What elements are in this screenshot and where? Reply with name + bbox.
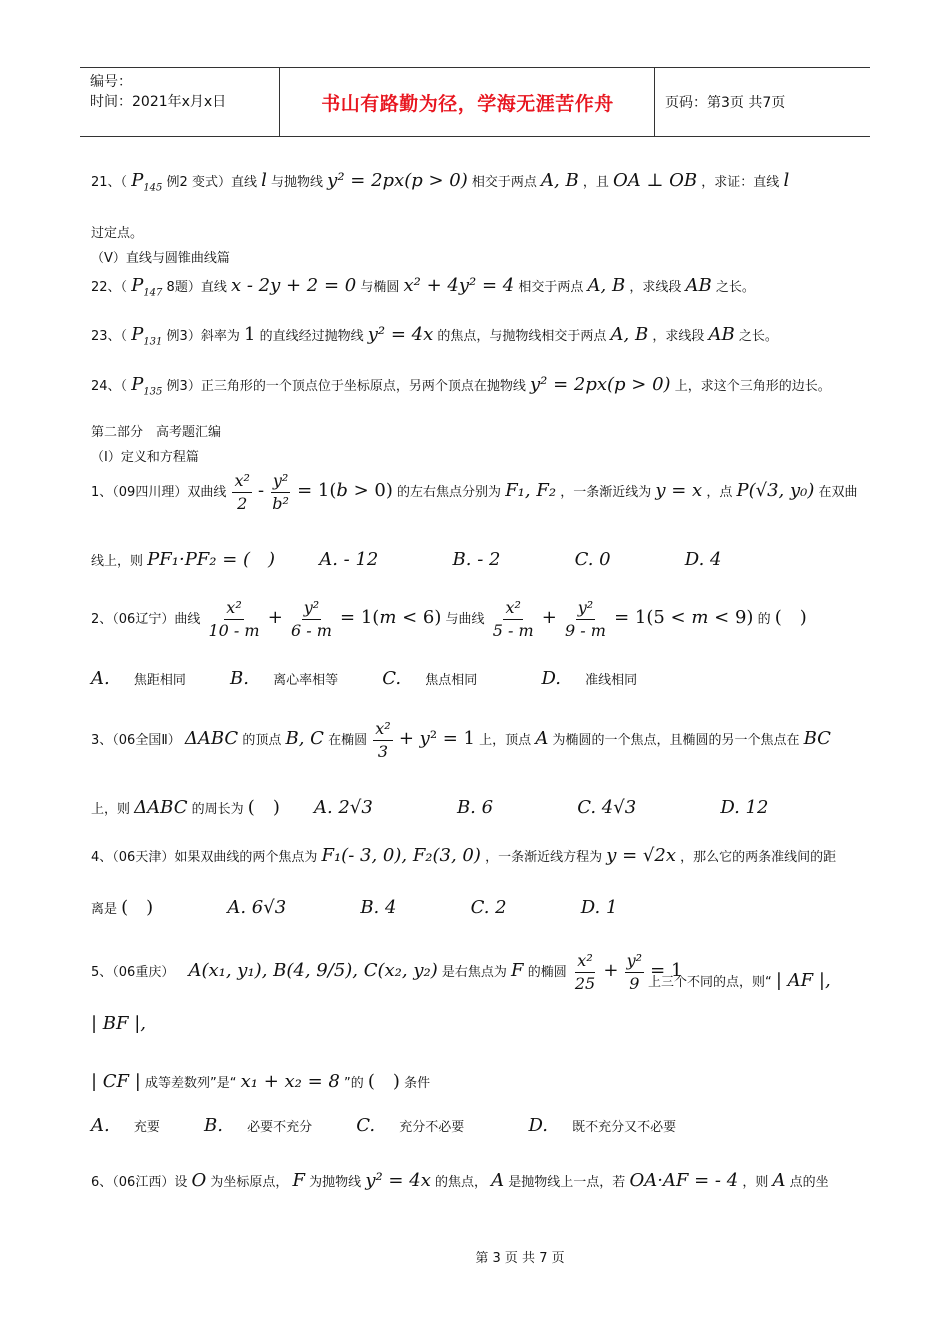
p3-triangle: ΔABC [184, 728, 239, 749]
problem-1-cont [91, 545, 880, 571]
p6-parabola: y² = 4x [365, 1170, 431, 1191]
p6-text2: 为抛物线 [309, 1175, 362, 1190]
p2-option-d-label: D. [541, 668, 561, 689]
p2-frac2: $\frac{\text{y²}}{6 - m}$ [290, 598, 332, 640]
p3-triangle2: ΔABC [134, 797, 188, 818]
p5-text5: ”的 [344, 1076, 364, 1091]
p5-option-b-label: B. [204, 1115, 223, 1136]
p6-point-a2: A [772, 1170, 786, 1191]
p2-frac4: $\frac{\text{y²}}{9 - m}$ [565, 598, 606, 640]
header-page [655, 68, 870, 136]
section-5-heading: （V）直线与圆锥曲线篇 [91, 251, 230, 266]
p4-prefix: 4、（06天津）如果双曲线的两个焦点为 [91, 850, 318, 865]
q21-line2: l [783, 170, 790, 191]
p4-text: ，一条渐近线方程为 [485, 850, 603, 865]
p3-text: 的顶点 [242, 733, 282, 748]
page-label: 页码：第3页 共7页 [665, 95, 786, 111]
p1-foci: F₁, F₂ [505, 480, 557, 501]
q22-text5: 之长。 [715, 280, 755, 295]
part-2-heading: 第二部分 高考题汇编 [91, 425, 222, 440]
p5-points: A(x₁, y₁), B(4, 9/5), C(x₂, y₂) [188, 960, 438, 981]
q21-perp: OA ⊥ OB [613, 170, 698, 191]
q21-continuation: 过定点。 [91, 226, 144, 241]
p5-sum: x₁ + x₂ = 8 [240, 1071, 340, 1092]
p5-option-c-label: C. [356, 1115, 376, 1136]
p3-text4: 为椭圆的一个焦点，且椭圆的另一个焦点在 [552, 733, 800, 748]
p5-bf: | BF |, [91, 1013, 147, 1034]
problem-4 [91, 845, 880, 866]
p1-text3: ，点 [706, 485, 733, 500]
question-23 [91, 324, 880, 348]
p3-prefix: 3、（06全国Ⅱ） [91, 733, 181, 748]
p3-text5: 上，则 [91, 802, 131, 817]
p2-prefix: 2、（06辽宁）曲线 [91, 612, 201, 627]
p6-prefix: 6、（06江西）设 [91, 1175, 188, 1190]
section-1-heading: （Ⅰ）定义和方程篇 [91, 450, 199, 465]
p1-option-b: B. - 2 [452, 549, 501, 570]
q21-prefix: 21、（ [91, 175, 128, 190]
p5-frac1: $\frac{\text{x²}}{25}$ [574, 951, 596, 993]
p4-option-a: A. 6√3 [227, 897, 287, 918]
p2-text2: 的 [757, 612, 771, 627]
p5-option-b-text: 必要不充分 [247, 1120, 313, 1135]
p6-text6: 点的坐 [789, 1175, 829, 1190]
p5-focus: F [511, 960, 524, 981]
p4-foci: F₁(- 3, 0), F₂(3, 0) [321, 845, 481, 866]
p5-option-a-label: A. [91, 1115, 110, 1136]
p3-frac: $\frac{\text{x²}}{3}$ [375, 719, 391, 761]
q22-text3: 相交于两点 [518, 280, 584, 295]
motto-text: 书山有路勤为径，学海无涯苦作舟 [321, 92, 614, 115]
p1-text2: ，一条渐近线为 [560, 485, 652, 500]
q21-text2: 与抛物线 [271, 175, 324, 190]
p5-option-c-text: 充分不必要 [399, 1120, 465, 1135]
q21-text: 例2 变式）直线 [166, 175, 257, 190]
q21-ref: $P_{145}$ [131, 170, 163, 194]
p5-af: | AF |, [775, 970, 831, 991]
p4-option-c: C. 2 [470, 897, 507, 918]
p5-text: 是右焦点为 [441, 965, 507, 980]
p4-option-d: D. 1 [580, 897, 618, 918]
q23-parabola: y² = 4x [367, 324, 434, 345]
code-label: 编号： [90, 74, 132, 90]
p3-option-d: D. 12 [720, 797, 769, 818]
q23-segment: AB [708, 324, 735, 345]
p1-text: 的左右焦点分别为 [397, 485, 502, 500]
q22-text2: 与椭圆 [360, 280, 400, 295]
p1-option-a: A. - 12 [319, 549, 379, 570]
q21-text5: ，求证：直线 [701, 175, 780, 190]
p5-option-a-text: 充要 [133, 1120, 160, 1135]
q22-line-eq: x - 2y + 2 = 0 [230, 275, 357, 296]
p3-option-b: B. 6 [456, 797, 494, 818]
p2-frac1: $\frac{\text{x²}}{10 - m}$ [208, 598, 260, 640]
p2-option-b-label: B. [230, 668, 249, 689]
p3-text6: 的周长为 [191, 802, 244, 817]
q22-text: 8题）直线 [166, 280, 227, 295]
q22-prefix: 22、（ [91, 280, 128, 295]
header-meta [80, 68, 280, 136]
question-22 [91, 275, 880, 299]
q21-text3: 相交于两点 [471, 175, 537, 190]
p2-frac3: $\frac{\text{x²}}{5 - m}$ [492, 598, 534, 640]
header-motto [281, 68, 655, 136]
p3-vertices: B, C [285, 728, 324, 749]
p3-option-c: C. 4√3 [577, 797, 637, 818]
p6-text5: ，则 [742, 1175, 769, 1190]
problem-2: 2、（06辽宁）曲线 $\frac{\text{x²}}{10 - m}$ + $\frac{\text{y²}}{6 - m}$ = 1(m < 6) 与曲线 $\frac{\text{x²}}{5 - m}$ + $\frac{\text{y²}}{9 - m}$ = 1(5 < m < 9) 的 ( ) [91, 598, 807, 640]
p6-text: 为坐标原点， [210, 1175, 289, 1190]
q21-text4: ，且 [582, 175, 609, 190]
p2-option-d-text: 准线相同 [585, 673, 638, 688]
q23-ref: $P_{131}$ [131, 324, 163, 348]
q23-prefix: 23、（ [91, 329, 128, 344]
q24-parabola: y² = 2px(p > 0) [529, 374, 671, 395]
p1-point: P(√3, y₀) [736, 480, 815, 501]
p2-option-b-text: 离心率相等 [273, 673, 339, 688]
p3-text2: 在椭圆 [328, 733, 368, 748]
q23-text3: 的焦点，与抛物线相交于两点 [437, 329, 607, 344]
p1-text5: 线上，则 [91, 554, 144, 569]
p2-option-a-text: 焦距相同 [133, 673, 186, 688]
p5-text2: 的椭圆 [527, 965, 567, 980]
q24-text: 例3）正三角形的一个顶点位于坐标原点，另两个顶点在抛物线 [166, 379, 526, 394]
problem-5-bf [91, 1013, 880, 1034]
p2-option-a-label: A. [91, 668, 110, 689]
problem-5: 5、（06重庆） A(x₁, y₁), B(4, 9/5), C(x₂, y₂) 是右焦点为 F 的椭圆 $\frac{\text{x²}}{25}$ + $\frac{\text{y²}}{9}$ = 1 [91, 951, 683, 993]
p2-option-c-text: 焦点相同 [425, 673, 478, 688]
p1-text4: 在双曲 [818, 485, 858, 500]
p1-expression: PF₁·PF₂ = ( ) [147, 549, 276, 570]
q21-parabola: y² = 2px(p > 0) [327, 170, 468, 191]
p6-point-a: A [491, 1170, 505, 1191]
q23-text2: 的直线经过抛物线 [259, 329, 364, 344]
q24-text2: 上，求这个三角形的边长。 [674, 379, 831, 394]
p2-text: 与曲线 [445, 612, 485, 627]
p3-text3: 上，顶点 [479, 733, 532, 748]
p4-text2: ，那么它的两条准线间的距 [680, 850, 837, 865]
q24-ref: $P_{135}$ [131, 374, 163, 398]
page-footer [0, 1247, 950, 1266]
q21-points: A, B [541, 170, 579, 191]
q23-points: A, B [610, 324, 649, 345]
p6-origin: O [191, 1170, 207, 1191]
q23-text4: ，求线段 [652, 329, 705, 344]
p1-option-d: D. 4 [684, 549, 722, 570]
q22-text4: ，求线段 [629, 280, 682, 295]
p6-text3: 的焦点， [434, 1175, 487, 1190]
problem-2-options [91, 668, 880, 689]
p1-asymptote: y = x [655, 480, 703, 501]
problem-3: 3、（06全国Ⅱ） ΔABC 的顶点 B, C 在椭圆 $\frac{\text{x²}}{3}$ + y² = 1 上，顶点 A 为椭圆的一个焦点，且椭圆的另一个焦点在 BC [91, 719, 831, 761]
problem-1: 1、（09四川理）双曲线 $\frac{\text{x²}}{2}$ - $\frac{\text{y²}}{\text{b²}}$ = 1(b > 0) 的左右焦点分别为 F₁, F₂ ，一条渐近线为 y = x ，点 P(√3, y₀) 在双曲 [91, 471, 858, 513]
p2-option-c-label: C. [382, 668, 402, 689]
p5-prefix: 5、（06重庆） [91, 965, 175, 980]
p3-paren: ( ) [247, 797, 280, 818]
p3-vertex-a: A [535, 728, 549, 749]
page-header [80, 67, 870, 137]
problem-3-cont [91, 793, 880, 819]
p5-frac2: $\frac{\text{y²}}{9}$ [626, 951, 643, 993]
p2-paren: ( ) [774, 607, 807, 628]
q22-ref: $P_{147}$ [131, 275, 163, 299]
p4-paren: ( ) [121, 897, 154, 918]
p5-text4: 成等差数列”是“ [144, 1076, 237, 1091]
time-label: 时间：2021年x月x日 [90, 94, 227, 110]
p5-cf: | CF | [91, 1071, 141, 1092]
p5-option-d-text: 既不充分又不必要 [572, 1120, 677, 1135]
problem-6 [91, 1170, 880, 1191]
q24-prefix: 24、（ [91, 379, 128, 394]
p4-text3: 离是 [91, 902, 118, 917]
p6-dot-product: OA·AF = - 4 [629, 1170, 739, 1191]
problem-4-cont [91, 893, 880, 919]
p5-option-d-label: D. [528, 1115, 548, 1136]
p3-side: BC [803, 728, 831, 749]
p4-asymptote: y = √2x [606, 845, 676, 866]
q22-ellipse-eq: x² + 4y² = 4 [403, 275, 515, 296]
p1-option-c: C. 0 [574, 549, 611, 570]
question-24 [91, 374, 880, 398]
q21-line: l [261, 170, 267, 191]
p1-frac2: $\frac{\text{y²}}{\text{b²}}$ [272, 471, 289, 513]
problem-5-options [91, 1115, 880, 1136]
p6-text4: 是抛物线上一点，若 [508, 1175, 626, 1190]
p5-text6: 条件 [404, 1076, 431, 1091]
q22-segment: AB [685, 275, 712, 296]
q22-points: A, B [587, 275, 626, 296]
p1-frac1: $\frac{\text{x²}}{2}$ [234, 471, 250, 513]
p1-prefix: 1、（09四川理）双曲线 [91, 485, 227, 500]
q23-slope: 1 [243, 324, 256, 345]
q23-text5: 之长。 [738, 329, 778, 344]
p4-option-b: B. 4 [360, 897, 397, 918]
p5-paren: ( ) [367, 1071, 400, 1092]
p6-focus: F [292, 1170, 306, 1191]
problem-5-tail [648, 970, 880, 991]
p5-text3: 上三个不同的点，则“ [648, 975, 772, 990]
problem-5-cont [91, 1067, 880, 1093]
p3-option-a: A. 2√3 [313, 797, 373, 818]
q23-text: 例3）斜率为 [166, 329, 240, 344]
footer-text: 第 3 页 共 7 页 [475, 1251, 565, 1266]
question-21 [91, 170, 880, 194]
